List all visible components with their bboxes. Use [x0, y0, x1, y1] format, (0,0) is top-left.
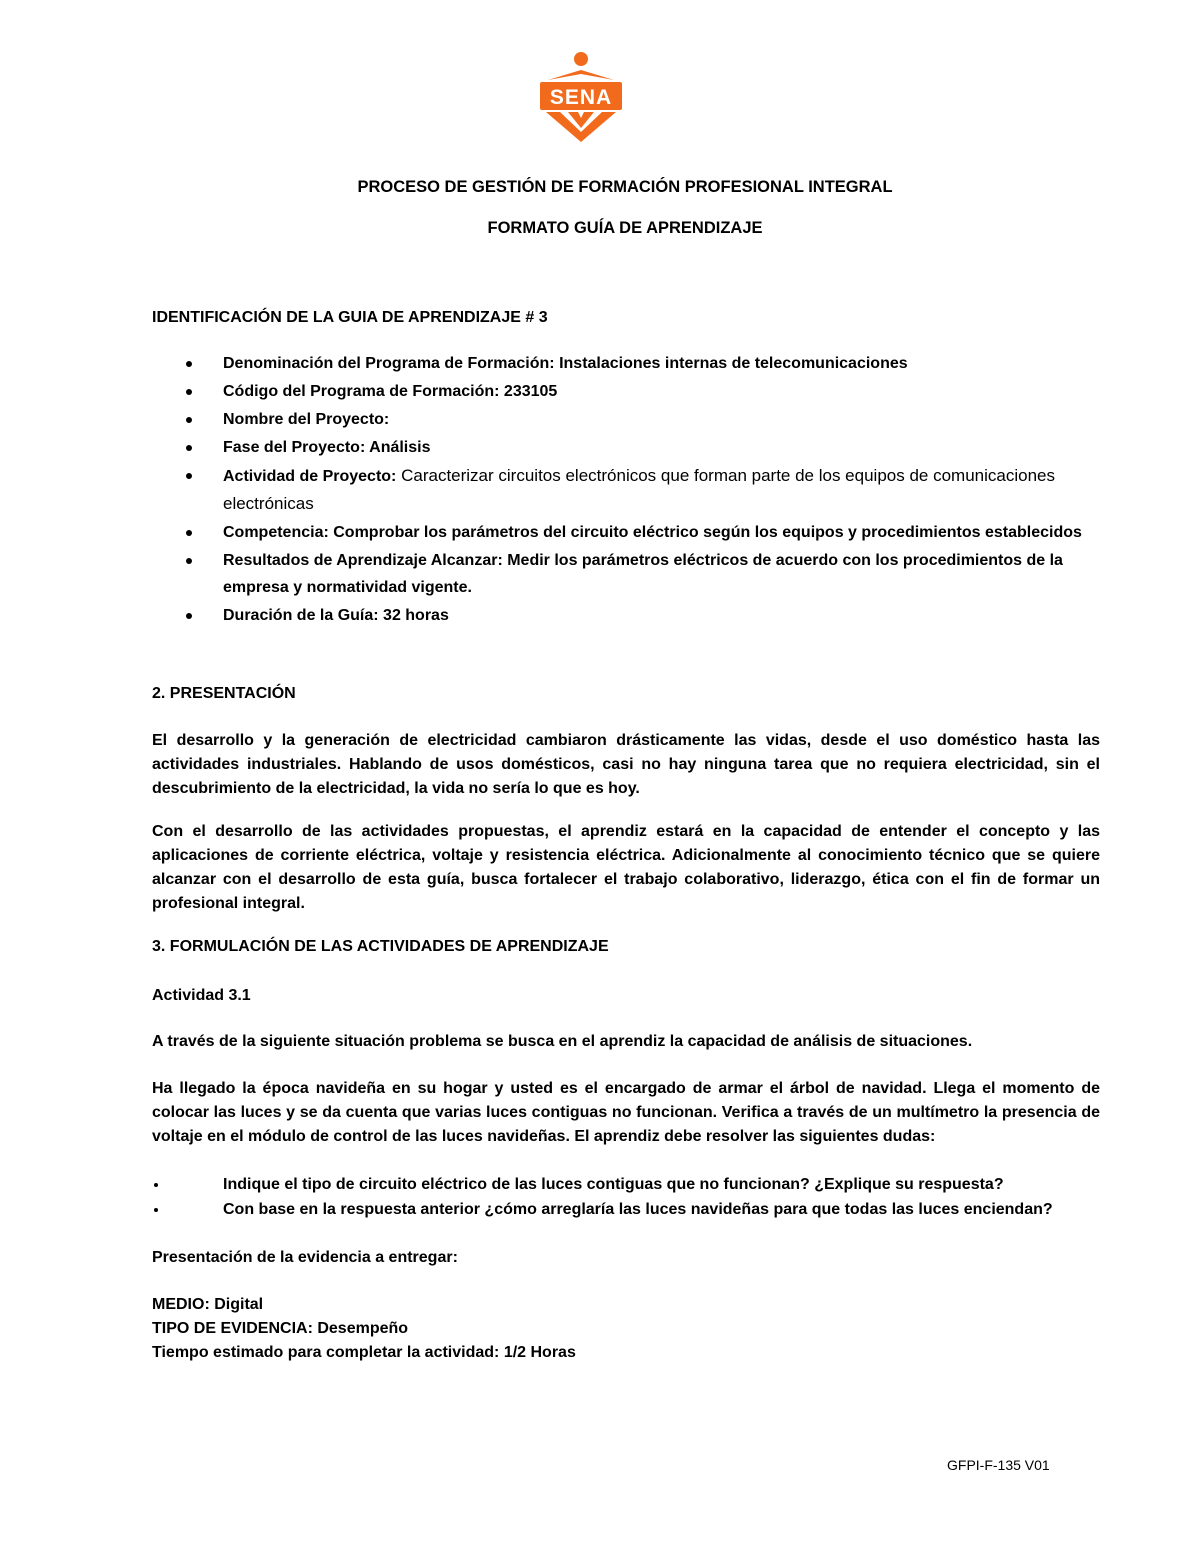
item-value: 233105 — [499, 383, 558, 400]
item-value: Instalaciones internas de telecomunicaciones — [554, 355, 908, 372]
item-value: Caracterizar circuitos electrónicos que forman parte de los equipos de comunicaciones electrónicas — [223, 466, 1055, 513]
list-item — [152, 547, 1100, 601]
list-item — [152, 602, 1100, 629]
item-label: Nombre del Proyecto: — [223, 411, 390, 428]
section-heading-activities: 3. FORMULACIÓN DE LAS ACTIVIDADES DE APRENDIZAJE — [152, 938, 609, 955]
bullet-icon — [186, 389, 192, 395]
bullet-icon — [154, 1208, 158, 1212]
section-heading-presentation: 2. PRESENTACIÓN — [152, 685, 296, 702]
item-value: Análisis — [365, 439, 431, 456]
question-text: Indique el tipo de circuito eléctrico de las luces contiguas que no funcionan? ¿Explique su respuesta? — [223, 1176, 1004, 1193]
presentation-paragraph-2: Con el desarrollo de las actividades propuestas, el aprendiz estará en la capacidad de entender el concepto y las aplicaciones de corriente eléctrica, voltaje y resistencia eléctrica. Adicionalmente al conocimiento técnico que se quiere alcanzar con el desarrollo de esta guía, busca fortalecer el trabajo colaborativo, liderazgo, ética con el fin de formar un profesional integral. — [152, 823, 1100, 912]
document-title: PROCESO DE GESTIÓN DE FORMACIÓN PROFESIONAL INTEGRAL — [357, 178, 893, 196]
item-label: Duración de la Guía: — [223, 607, 379, 624]
evidence-heading: Presentación de la evidencia a entregar: — [152, 1249, 458, 1266]
item-label: Actividad de Proyecto: — [223, 468, 397, 485]
list-item — [152, 1197, 1100, 1222]
item-value: Comprobar los parámetros del circuito eléctrico según los equipos y procedimientos establecidos — [328, 524, 1082, 541]
evidence-tiempo: Tiempo estimado para completar la actividad: 1/2 Horas — [152, 1344, 576, 1361]
identification-list — [152, 350, 1100, 630]
bullet-icon — [186, 558, 192, 564]
list-item — [152, 406, 1100, 433]
evidence-medio: MEDIO: Digital — [152, 1296, 264, 1313]
item-label: Resultados de Aprendizaje Alcanzar: — [223, 552, 503, 569]
activity-situation: Ha llegado la época navideña en su hogar y usted es el encargado de armar el árbol de navidad. Llega el momento de colocar las luces y se da cuenta que varias luces contiguas no funcionan. Verifica a través de un multímetro la presencia de voltaje en el módulo de control de las luces navideñas. El aprendiz debe resolver las siguientes dudas: — [152, 1080, 1100, 1145]
bullet-icon — [186, 361, 192, 367]
bullet-icon — [186, 530, 192, 536]
list-item — [152, 378, 1100, 405]
item-label: Código del Programa de Formación: — [223, 383, 500, 400]
list-item — [152, 350, 1100, 377]
item-label: Competencia: — [223, 524, 329, 541]
bullet-icon — [154, 1183, 158, 1187]
list-item — [152, 462, 1100, 518]
list-item — [152, 519, 1100, 546]
question-text: Con base en la respuesta anterior ¿cómo arreglaría las luces navideñas para que todas las luces enciendan? — [223, 1201, 1053, 1218]
identification-heading: IDENTIFICACIÓN DE LA GUIA DE APRENDIZAJE # 3 — [152, 309, 548, 326]
evidence-tipo: TIPO DE EVIDENCIA: Desempeño — [152, 1320, 409, 1337]
list-item — [152, 1172, 1100, 1197]
presentation-paragraph-1: El desarrollo y la generación de electricidad cambiaron drásticamente las vidas, desde el uso doméstico hasta las actividades industriales. Hablando de usos domésticos, casi no hay ninguna tarea que no requiera electricidad, sin el descubrimiento de la electricidad, la vida no sería lo que es hoy. — [152, 732, 1100, 797]
sena-logo — [538, 52, 624, 142]
footer-code: GFPI-F-135 V01 — [947, 1457, 1050, 1473]
document-subtitle: FORMATO GUÍA DE APRENDIZAJE — [487, 219, 763, 237]
activity-intro: A través de la siguiente situación problema se busca en el aprendiz la capacidad de análisis de situaciones. — [152, 1033, 973, 1050]
bullet-icon — [186, 473, 192, 479]
list-item — [152, 434, 1100, 461]
sena-logo-text: SENA — [549, 86, 613, 109]
questions-list — [152, 1172, 1100, 1222]
item-label: Fase del Proyecto: — [223, 439, 366, 456]
evidence-details — [152, 1293, 576, 1365]
bullet-icon — [186, 417, 192, 423]
item-value: 32 horas — [378, 607, 449, 624]
bullet-icon — [186, 613, 192, 619]
bullet-icon — [186, 445, 192, 451]
activity-title: Actividad 3.1 — [152, 987, 251, 1004]
item-value: Medir los parámetros eléctricos de acuerdo con los procedimientos de la empresa y normatividad vigente. — [223, 552, 1063, 596]
item-label: Denominación del Programa de Formación: — [223, 355, 555, 372]
